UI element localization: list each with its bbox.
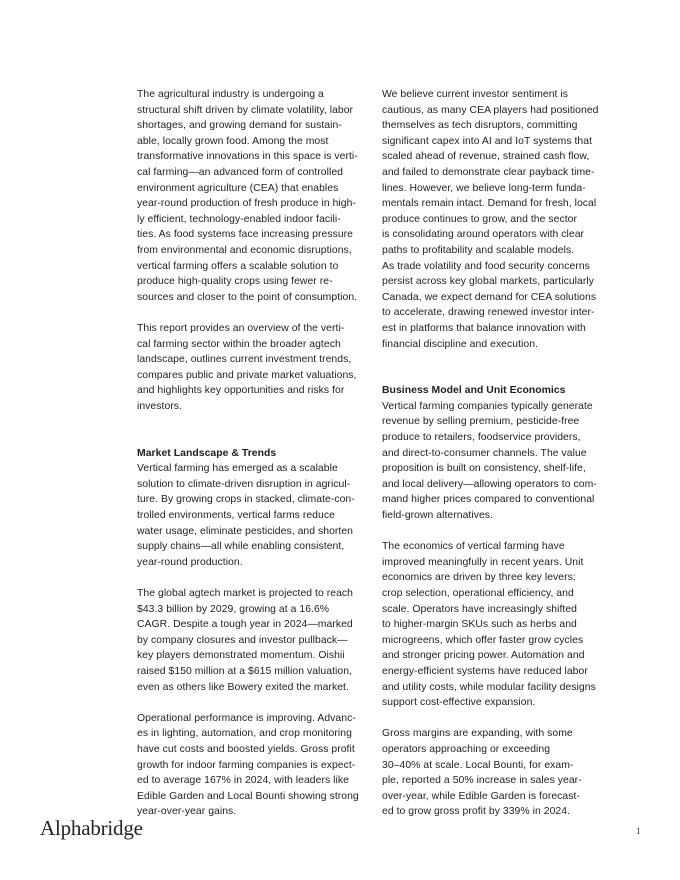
paragraph-spacer <box>137 414 369 430</box>
body-text-line: year-round production. <box>137 556 243 568</box>
body-text-line: and stronger pricing power. Automation and <box>382 650 585 662</box>
body-text-line: solution to climate-driven disruption in agricul- <box>137 478 351 490</box>
body-text-line: mand higher prices compared to conventional <box>382 494 595 506</box>
body-text-line: As trade volatility and food security concerns <box>382 260 590 272</box>
body-text-line: and utility costs, while modular facility designs <box>382 681 596 693</box>
body-text-line: persist across key global markets, particularly <box>382 276 594 288</box>
body-text-line: landscape, outlines current investment trends, <box>137 354 352 366</box>
body-text-line: ed to grow gross profit by 339% in 2024. <box>382 806 570 818</box>
body-text-line: ple, reported a 50% increase in sales year- <box>382 775 582 787</box>
body-text-line: growth for indoor farming companies is expect- <box>137 759 356 771</box>
body-text-line: financial discipline and execution. <box>382 338 538 350</box>
body-text-line: year-over-year gains. <box>137 806 237 818</box>
paragraph-spacer <box>137 695 369 711</box>
body-text-line: The economics of vertical farming have <box>382 541 565 553</box>
body-text-line: We believe current investor sentiment is <box>382 89 569 100</box>
body-text-line: Gross margins are expanding, with some <box>382 728 573 740</box>
body-text-line: by company closures and investor pullback— <box>137 634 348 646</box>
body-text-line: crop selection, operational efficiency, and <box>382 588 574 599</box>
body-text-line: structural shift driven by climate volatility, labor <box>137 104 354 116</box>
body-text-line: and highlights key opportunities and risks for <box>137 385 345 397</box>
body-text-line: The global agtech market is projected to reach <box>137 588 354 599</box>
body-text-line: Vertical farming has emerged as a scalable <box>137 463 338 475</box>
body-text-line: investors. <box>137 400 182 412</box>
section-heading: Business Model and Unit Economics <box>382 385 566 397</box>
body-text-line: and direct-to-consumer channels. The value <box>382 447 587 459</box>
body-text-line: scaled ahead of revenue, strained cash flow, <box>382 151 590 163</box>
body-text-line: Edible Garden and Local Bounti showing strong <box>137 790 359 802</box>
body-text-line: over-year, while Edible Garden is forecast- <box>382 790 580 802</box>
body-text-line: ly efficient, technology-enabled indoor facili- <box>137 213 341 225</box>
body-text-line: This report provides an overview of the verti- <box>137 322 345 334</box>
body-text-line: supply chains—all while enabling consistent, <box>137 541 345 553</box>
body-text-line: paths to profitability and scalable models. <box>382 244 575 256</box>
paragraph-spacer <box>137 305 369 321</box>
alphabridge-logo: Alphabridge <box>40 816 143 840</box>
body-text-line: $43.3 billion by 2029, growing at a 16.6% <box>137 603 330 615</box>
body-text-line: ties. As food systems face increasing pressure <box>137 229 353 241</box>
body-text-line: support cost-effective expansion. <box>382 697 536 709</box>
body-text-line: sources and closer to the point of consumption. <box>137 291 358 303</box>
body-text-line: produce to retailers, foodservice providers, <box>382 432 581 444</box>
body-text-line: Operational performance is improving. Advanc- <box>137 712 356 724</box>
paragraph-spacer <box>137 570 369 586</box>
body-text-line: improved meaningfully in recent years. Unit <box>382 556 584 568</box>
section-heading: Market Landscape & Trends <box>137 447 277 459</box>
paragraph-spacer <box>382 711 608 727</box>
body-text-line: es in lighting, automation, and crop monitoring <box>137 728 352 740</box>
body-text-line: ed to average 167% in 2024, with leaders like <box>137 775 349 787</box>
body-text-line: from environmental and economic disruptions, <box>137 244 352 256</box>
body-text-line: scale. Operators have increasingly shifted <box>382 603 578 615</box>
body-text-line: field-grown alternatives. <box>382 510 493 522</box>
body-text-line: cal farming—an advanced form of controlled <box>137 166 343 178</box>
body-text-line: water usage, eliminate pesticides, and shorten <box>137 525 354 537</box>
body-text-line: mentals remain intact. Demand for fresh, local <box>382 198 597 210</box>
body-text-line: ture. By growing crops in stacked, climate-con- <box>137 494 355 506</box>
body-text-line: and failed to demonstrate clear payback time- <box>382 166 595 178</box>
body-text-line: Canada, we expect demand for CEA solutions <box>382 291 597 303</box>
body-text-line: even as others like Bowery exited the market. <box>137 681 349 693</box>
body-text-line: economics are driven by three key levers: <box>382 572 576 584</box>
body-text-line: 30–40% at scale. Local Bounti, for exam- <box>382 759 574 771</box>
body-text-line: to accelerate, drawing renewed investor inter- <box>382 307 595 319</box>
body-text-line: shortages, and growing demand for sustain- <box>137 120 342 132</box>
paragraph-spacer <box>382 352 608 368</box>
body-text-line: The agricultural industry is undergoing a <box>137 89 324 100</box>
body-text-line: vertical farming offers a scalable solution to <box>137 260 339 272</box>
body-text-line: CAGR. Despite a tough year in 2024—marked <box>137 619 353 631</box>
body-text-line: environment agriculture (CEA) that enables <box>137 182 339 194</box>
body-text-line: produce high-quality crops using fewer re- <box>137 276 333 288</box>
body-text-line: themselves as tech disruptors, committing <box>382 120 578 132</box>
body-text-line: is consolidating around operators with clear <box>382 229 585 241</box>
body-text-line: cal farming sector within the broader agtech <box>137 338 341 350</box>
body-text-line: lines. However, we believe long-term funda- <box>382 182 586 194</box>
body-text-line: year-round production of fresh produce in high- <box>137 198 356 210</box>
body-text-line: energy-efficient systems have reduced labor <box>382 665 588 677</box>
page-number: 1 <box>636 826 641 836</box>
body-text-line: key players demonstrated momentum. Oishii <box>137 650 345 662</box>
body-text-line: and local delivery—allowing operators to com- <box>382 478 597 490</box>
body-text-line: trolled environments, vertical farms reduce <box>137 510 335 522</box>
paragraph-spacer <box>137 430 369 446</box>
body-text-line: microgreens, which offer faster grow cycles <box>382 634 584 646</box>
body-text-line: able, locally grown food. Among the most <box>137 135 329 147</box>
body-text-line: compares public and private market valuations, <box>137 369 357 381</box>
body-text-line: raised $150 million at a $615 million valuation, <box>137 665 352 677</box>
body-text-line: transformative innovations in this space is verti- <box>137 151 358 163</box>
body-text-line: proposition is built on consistency, shelf-life, <box>382 463 586 475</box>
body-text-line: est in platforms that balance innovation with <box>382 322 586 334</box>
body-text-line: revenue by selling premium, pesticide-free <box>382 416 580 428</box>
body-text-line: produce continues to grow, and the sector <box>382 213 577 225</box>
body-text-line: Vertical farming companies typically generate <box>382 400 593 412</box>
body-text-line: operators approaching or exceeding <box>382 743 551 755</box>
right-column <box>382 87 608 820</box>
body-text-line: significant capex into AI and IoT systems that <box>382 135 593 147</box>
body-text-line: cautious, as many CEA players had positioned <box>382 104 599 116</box>
left-column <box>137 87 369 820</box>
paragraph-spacer <box>382 524 608 540</box>
body-text-line: to higher-margin SKUs such as herbs and <box>382 619 577 631</box>
paragraph-spacer <box>382 368 608 384</box>
body-text-line: have cut costs and boosted yields. Gross profit <box>137 743 355 755</box>
